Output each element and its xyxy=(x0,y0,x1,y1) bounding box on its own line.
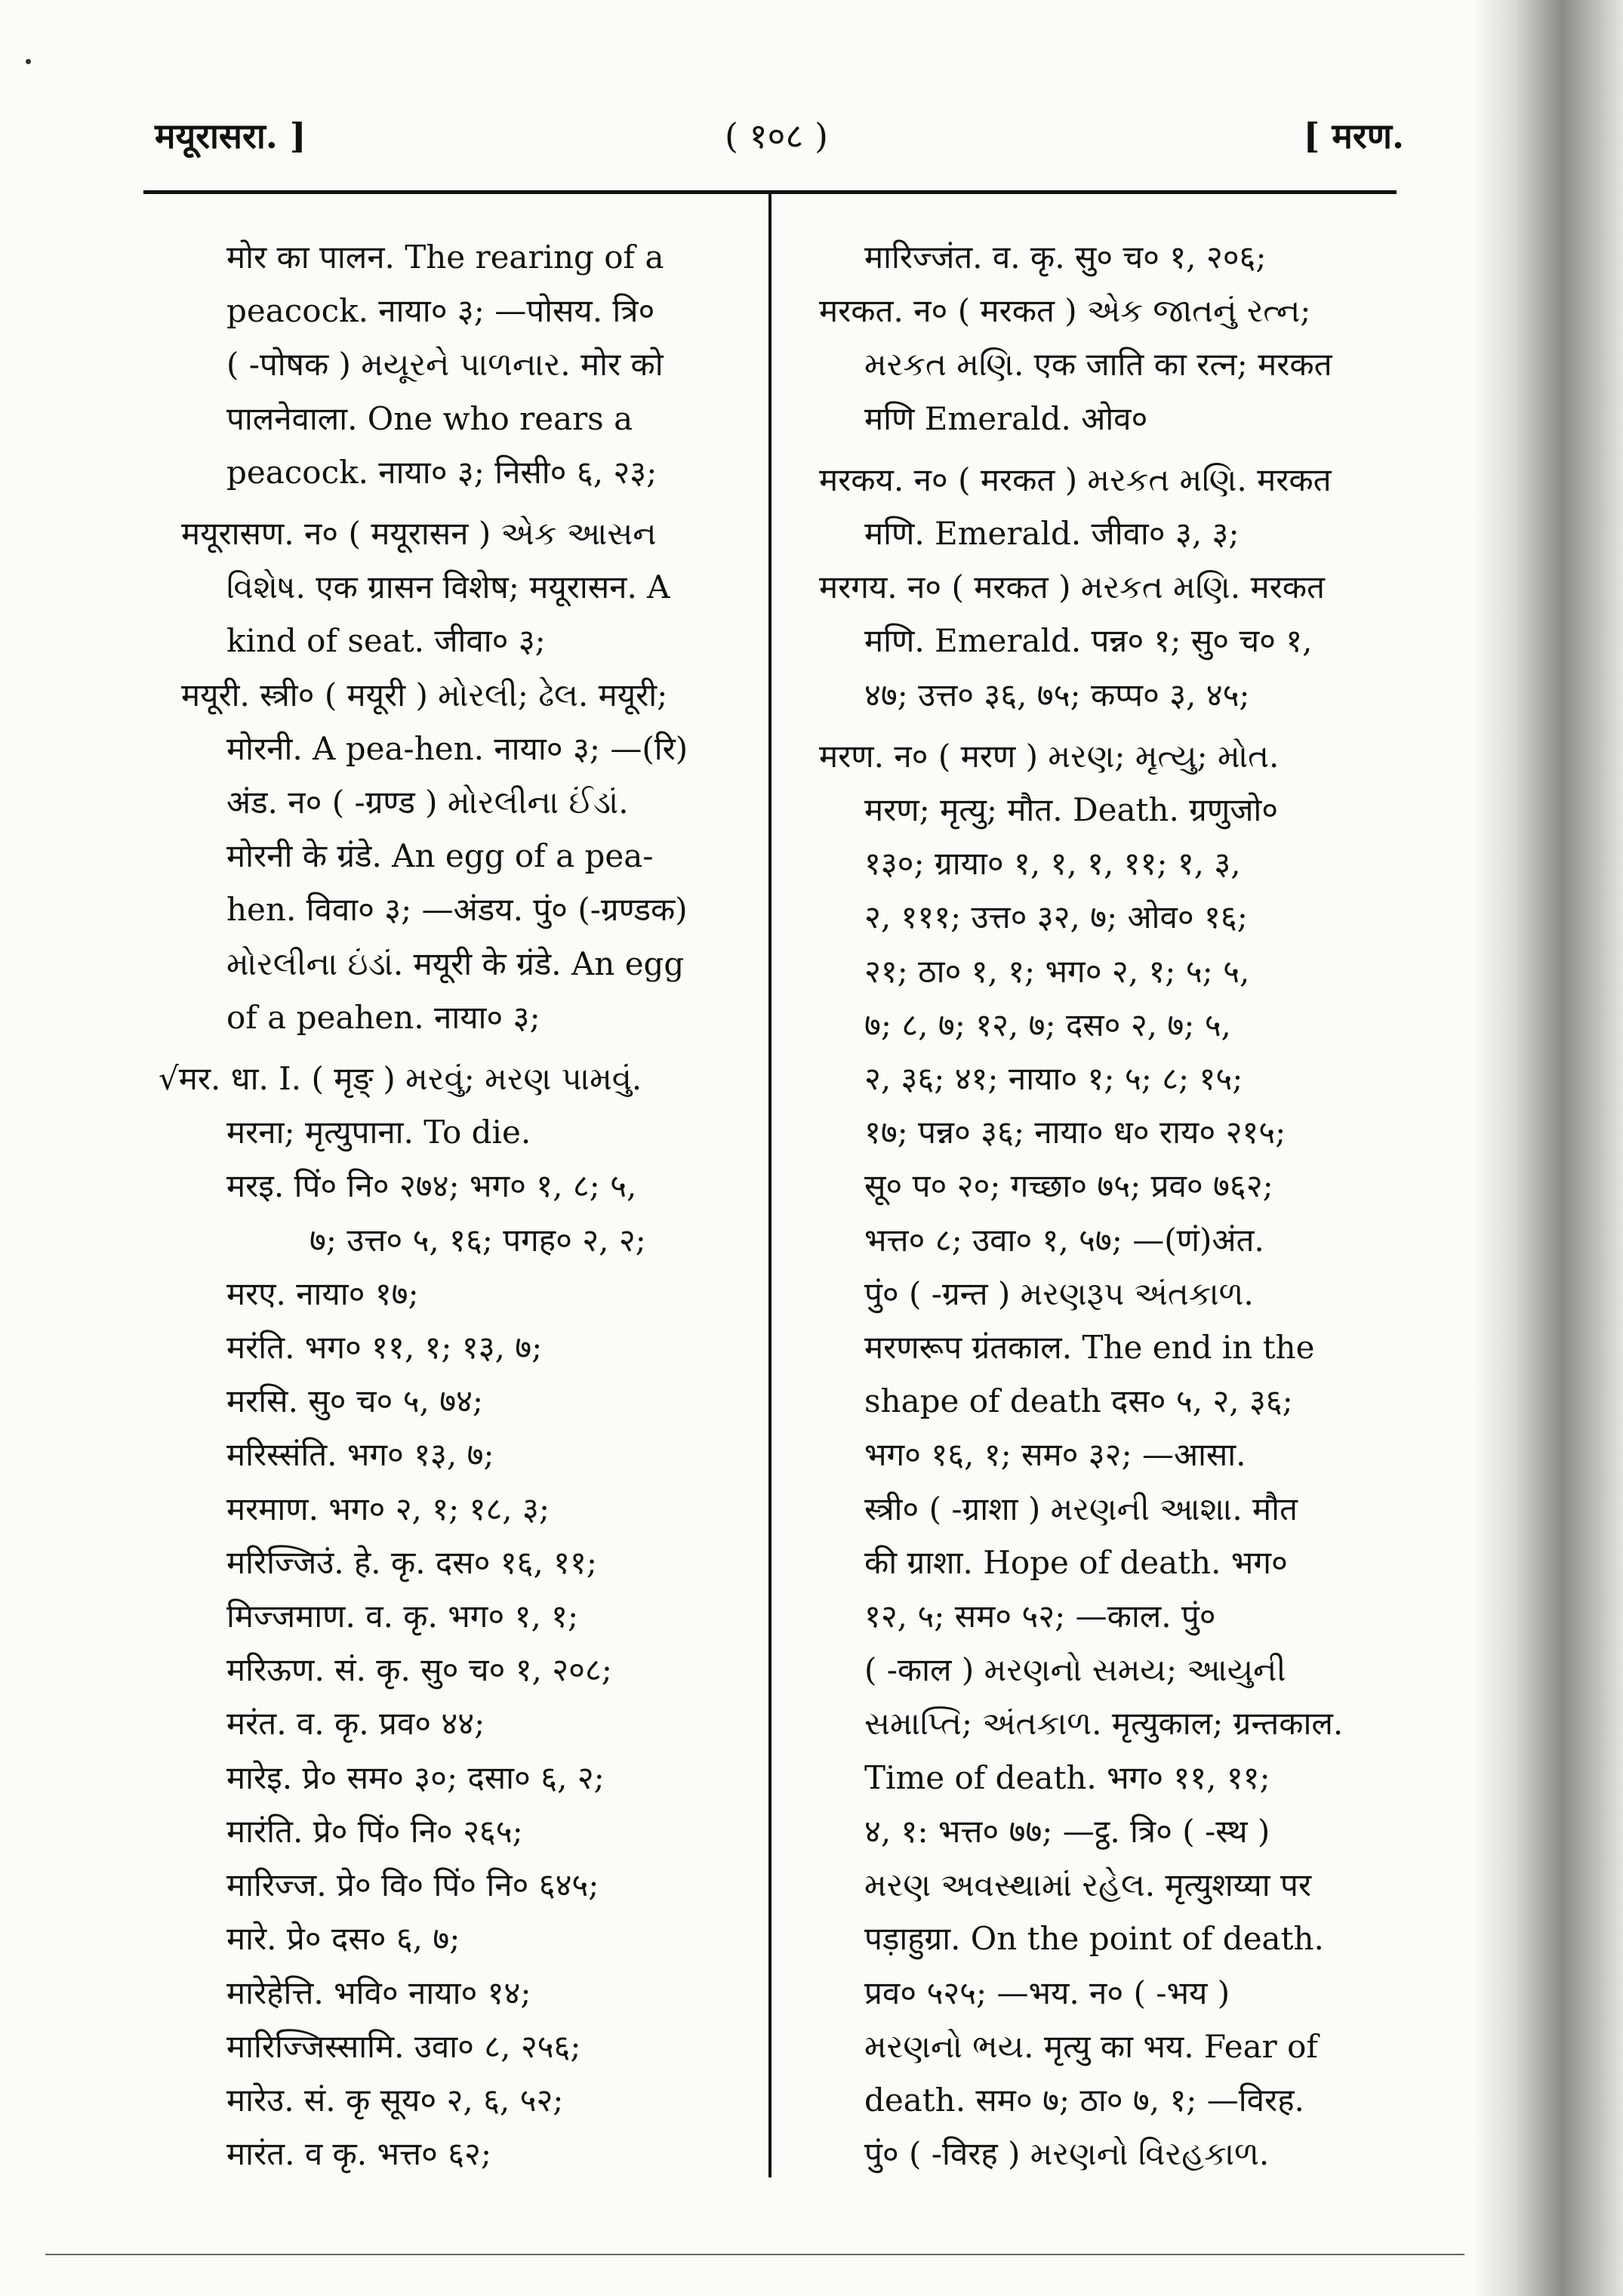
dictionary-line: मणि Emerald. ओव० xyxy=(864,399,1148,437)
dictionary-line: मोरनी के ग्रंडे. An egg of a pea- xyxy=(226,837,654,875)
page-header xyxy=(155,97,1404,165)
dictionary-line: ( -पोषक ) મયૂરને પાળનાર. मोर को xyxy=(226,346,664,384)
dictionary-line: मरइ. पिं० नि० २७४; भग० १, ८; ५, xyxy=(226,1167,637,1205)
dictionary-line: death. सम० ७; ठा० ७, १; —विरह. xyxy=(864,2081,1304,2119)
dictionary-line: मणि. Emerald. पन्न० १; सु० च० १, xyxy=(864,622,1313,660)
dictionary-line: पुं० ( -ग्रन्त ) મરણરૂપ અંતકાળ. xyxy=(864,1274,1254,1312)
dictionary-line: मरंति. भग० ११, १; १३, ७; xyxy=(226,1329,543,1367)
dictionary-line: २, ३६; ४१; नाया० १; ५; ८; १५; xyxy=(864,1060,1243,1098)
dictionary-line: मरना; मृत्युपाना. To die. xyxy=(226,1114,531,1151)
dictionary-line: of a peahen. नाया० ३; xyxy=(226,998,540,1036)
scan-dot xyxy=(26,59,31,64)
page-number: ( १०८ ) xyxy=(725,116,828,156)
dictionary-line: मारंत. व कृ. भत्त० ६२; xyxy=(226,2135,492,2173)
dictionary-line: मरिस्संति. भग० १३, ७; xyxy=(226,1436,494,1474)
dictionary-line: भग० १६, १; सम० ३२; —आसा. xyxy=(864,1436,1246,1474)
dictionary-line: peacock. नाया० ३; निसी० ६, २३; xyxy=(226,453,658,491)
dictionary-line: २, १११; उत्त० ३२, ७; ओव० १६; xyxy=(864,898,1248,936)
header-right-guideword: [ मरण. xyxy=(1303,116,1404,156)
dictionary-line: मरिऊण. सं. कृ. सु० च० १, २०८; xyxy=(226,1651,612,1689)
dictionary-line: मरण; मृत्यु; मौत. Death. ग्रणुजो० xyxy=(864,791,1279,829)
dictionary-line: ४७; उत्त० ३६, ७५; कप्प० ३, ४५; xyxy=(864,676,1250,713)
dictionary-line: मारिज्जिस्सामि. उवा० ८, २५६; xyxy=(226,2027,581,2065)
dictionary-line: મરકત મણિ. एक जाति का रत्न; मरकत xyxy=(864,346,1332,384)
dictionary-line: १७; पन्न० ३६; नाया० ध० राय० २१५; xyxy=(864,1114,1286,1151)
dictionary-line: मारिज्जंत. व. कृ. सु० च० १, २०६; xyxy=(864,239,1267,276)
dictionary-line: स्त्री० ( -ग्राशा ) મરણની આશા. मौत xyxy=(864,1490,1298,1527)
dictionary-line: १३०; ग्राया० १, १, १, ११; १, ३, xyxy=(864,845,1241,883)
entry-gap xyxy=(159,1044,747,1052)
dictionary-line: की ग्राशा. Hope of death. भग० xyxy=(864,1543,1288,1581)
dictionary-line: ( -काल ) મરણનો સમય; આયુની xyxy=(864,1651,1286,1689)
dictionary-line: मरिज्जिउं. हे. कृ. दस० १६, ११; xyxy=(226,1543,598,1581)
dictionary-line: पालनेवाला. One who rears a xyxy=(226,399,633,437)
dictionary-line: मरगय. न० ( मरकत ) મરકત મણિ. मरकत xyxy=(819,569,1325,606)
dictionary-line: मोर का पालन. The rearing of a xyxy=(226,239,664,276)
entry-gap xyxy=(796,722,1393,729)
dictionary-line: मिज्जमाण. व. कृ. भग० १, १; xyxy=(226,1598,579,1635)
dictionary-line: पुं० ( -विरह ) મરણનો વિરહકાળ. xyxy=(864,2135,1270,2173)
dictionary-line: मरए. नाया० १७; xyxy=(226,1274,419,1312)
dictionary-line: મોરલીના ઇંડાં. मयूरी के ग्रंडे. An egg xyxy=(226,945,685,982)
dictionary-line: मरणरूप ग्रंतकाल. The end in the xyxy=(864,1329,1315,1367)
dictionary-line: मारिज्ज. प्रे० वि० पिं० नि० ६४५; xyxy=(226,1866,599,1904)
footer-rule xyxy=(45,2254,1464,2255)
scan-shadow-edge xyxy=(1472,0,1623,2296)
dictionary-line: पड़ाहुग्रा. On the point of death. xyxy=(864,1920,1324,1958)
dictionary-line: मरंत. व. कृ. प्रव० ४४; xyxy=(226,1705,485,1743)
dictionary-line: २१; ठा० १, १; भग० २, १; ५; ५, xyxy=(864,952,1250,990)
dictionary-line: મરણનો ભય. मृत्यु का भय. Fear of xyxy=(864,2027,1318,2065)
dictionary-line: Time of death. भग० ११, ११; xyxy=(864,1758,1270,1796)
dictionary-line: प्रव० ५२५; —भय. न० ( -भय ) xyxy=(864,1974,1230,2011)
dictionary-line: मयूरी. स्त्री० ( मयूरी ) મોરલી; ઢેલ. मयूरी; xyxy=(181,676,668,713)
dictionary-line: shape of death दस० ५, २, ३६; xyxy=(864,1382,1293,1420)
dictionary-line: मारेउ. सं. कृ सूय० २, ६, ५२; xyxy=(226,2081,564,2119)
dictionary-line: मोरनी. A pea-hen. नाया० ३; —(रि) xyxy=(226,729,688,767)
dictionary-line: સમાપ્તિ; અંતકાળ. मृत्युकाल; ग्रन्तकाल. xyxy=(864,1705,1344,1743)
dictionary-line: ४, १: भत्त० ७७; —ट्ठ. त्रि० ( -स्थ ) xyxy=(864,1812,1270,1850)
dictionary-line: ७; उत्त० ५, १६; पगह० २, २; xyxy=(310,1221,646,1259)
dictionary-line: ७; ८, ७; १२, ७; दस० २, ७; ५, xyxy=(864,1006,1231,1043)
dictionary-line: मारेहेत्ति. भवि० नाया० १४; xyxy=(226,1974,531,2011)
dictionary-line: मरसि. सु० च० ५, ७४; xyxy=(226,1382,484,1420)
dictionary-line: peacock. नाया० ३; —पोसय. त्रि० xyxy=(226,292,655,330)
dictionary-line: kind of seat. जीवा० ३; xyxy=(226,622,546,660)
dictionary-line: વિશેષ. एक ग्रासन विशेष; मयूरासन. A xyxy=(226,569,670,606)
dictionary-line: अंड. न० ( -ग्रण्ड ) મોરલીના ઈંડાં. xyxy=(226,784,629,821)
dictionary-line: मरमाण. भग० २, १; १८, ३; xyxy=(226,1490,550,1527)
dictionary-line: मारंति. प्रे० पिं० नि० २६५; xyxy=(226,1812,523,1850)
entry-gap xyxy=(796,445,1393,453)
entry-gap xyxy=(159,499,747,507)
dictionary-line: મરણ અવસ્થામાં રહેલ. मृत्युशय्या पर xyxy=(864,1866,1312,1904)
dictionary-line: hen. विवा० ३; —अंडय. पुं० (-ग्रण्डक) xyxy=(226,891,688,929)
dictionary-line: भत्त० ८; उवा० १, ५७; —(णं)अंत. xyxy=(864,1221,1264,1259)
dictionary-line: √मर. धा. I. ( मृङ् ) મરવું; મરણ પામવું. xyxy=(159,1060,642,1098)
left-column xyxy=(159,230,747,2180)
dictionary-line: १२, ५; सम० ५२; —काल. पुं० xyxy=(864,1598,1216,1635)
dictionary-line: मरण. न० ( मरण ) મરણ; મૃત્યુ; મોત. xyxy=(819,737,1280,775)
dictionary-line: मणि. Emerald. जीवा० ३, ३; xyxy=(864,515,1240,553)
dictionary-line: मारे. प्रे० दस० ६, ७; xyxy=(226,1920,460,1958)
header-left-guideword: मयूरासरा. ] xyxy=(155,116,306,156)
dictionary-line: सू० प० २०; गच्छा० ७५; प्रव० ७६२; xyxy=(864,1167,1273,1205)
column-divider xyxy=(768,192,771,2177)
dictionary-line: मरकय. न० ( मरकत ) મરકત મણિ. मरकत xyxy=(819,461,1332,498)
dictionary-line: मयूरासण. न० ( मयूरासन ) એક આસન xyxy=(181,515,657,553)
dictionary-line: मरकत. न० ( मरकत ) એક જાતનું રત્ન; xyxy=(819,292,1311,330)
right-column xyxy=(796,230,1393,2180)
dictionary-line: मारेइ. प्रे० सम० ३०; दसा० ६, २; xyxy=(226,1758,605,1796)
